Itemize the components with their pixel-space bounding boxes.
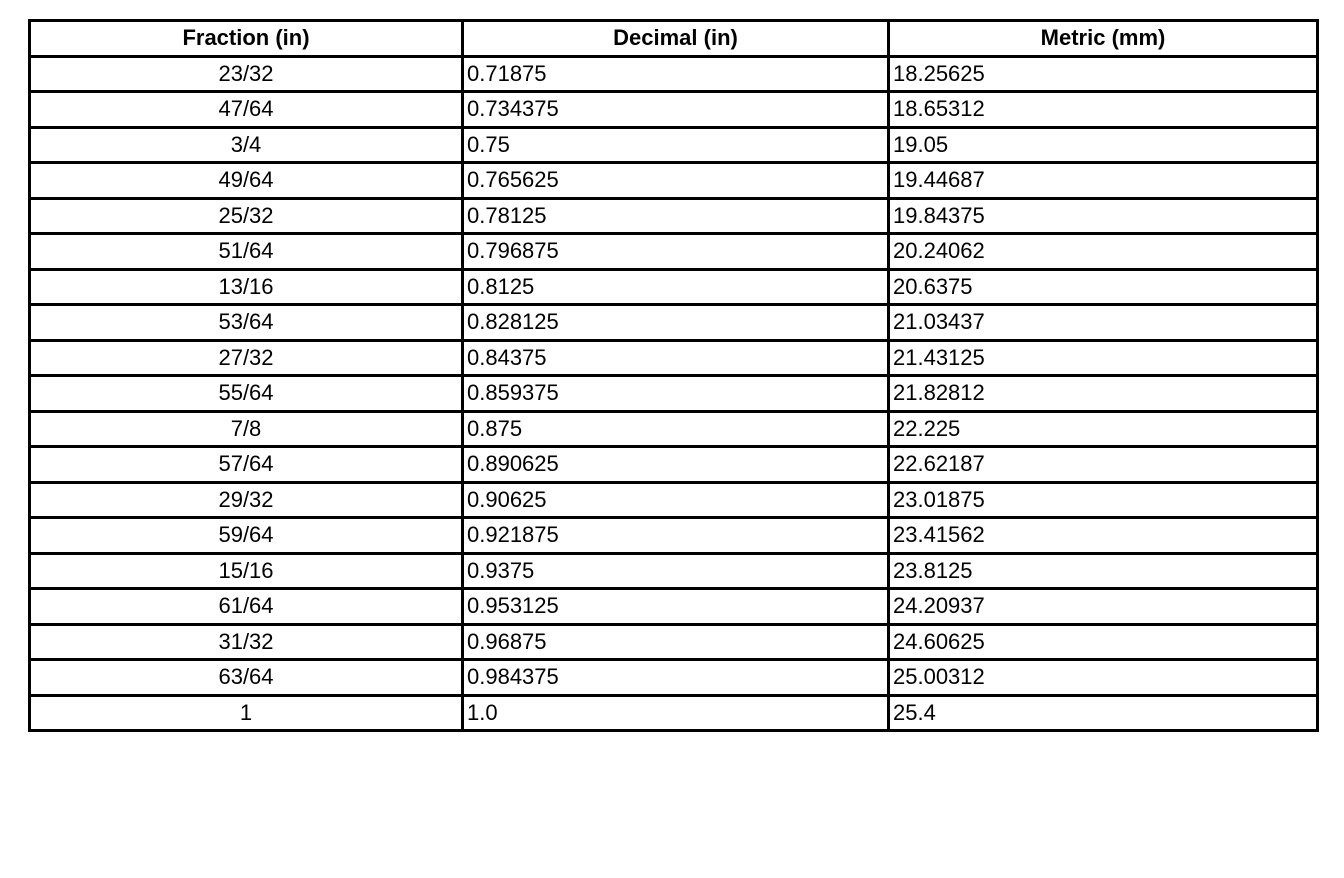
cell-metric: 19.84375: [889, 198, 1318, 234]
table-row: [30, 56, 1318, 92]
table-row: [30, 695, 1318, 731]
header-row: [30, 21, 1318, 57]
cell-fraction: 61/64: [30, 589, 463, 625]
cell-metric: 21.82812: [889, 376, 1318, 412]
cell-decimal: 0.71875: [463, 56, 889, 92]
cell-metric: 21.43125: [889, 340, 1318, 376]
cell-fraction: 63/64: [30, 660, 463, 696]
cell-fraction: 1: [30, 695, 463, 731]
cell-metric: 24.20937: [889, 589, 1318, 625]
cell-metric: 23.41562: [889, 518, 1318, 554]
table-row: [30, 660, 1318, 696]
table-row: [30, 198, 1318, 234]
header-metric: Metric (mm): [889, 21, 1318, 57]
cell-decimal: 0.8125: [463, 269, 889, 305]
cell-fraction: 7/8: [30, 411, 463, 447]
cell-fraction: 49/64: [30, 163, 463, 199]
cell-metric: 24.60625: [889, 624, 1318, 660]
cell-metric: 25.4: [889, 695, 1318, 731]
cell-decimal: 1.0: [463, 695, 889, 731]
table-body: [30, 56, 1318, 731]
cell-decimal: 0.78125: [463, 198, 889, 234]
table-row: [30, 376, 1318, 412]
cell-fraction: 15/16: [30, 553, 463, 589]
table-row: [30, 127, 1318, 163]
cell-metric: 18.25625: [889, 56, 1318, 92]
table-row: [30, 518, 1318, 554]
cell-fraction: 57/64: [30, 447, 463, 483]
cell-fraction: 55/64: [30, 376, 463, 412]
cell-metric: 25.00312: [889, 660, 1318, 696]
cell-metric: 23.8125: [889, 553, 1318, 589]
cell-metric: 19.05: [889, 127, 1318, 163]
cell-metric: 19.44687: [889, 163, 1318, 199]
table-row: [30, 447, 1318, 483]
cell-decimal: 0.765625: [463, 163, 889, 199]
cell-fraction: 13/16: [30, 269, 463, 305]
conversion-table: [28, 19, 1319, 732]
table-row: [30, 269, 1318, 305]
cell-decimal: 0.953125: [463, 589, 889, 625]
cell-fraction: 53/64: [30, 305, 463, 341]
table-row: [30, 163, 1318, 199]
table-row: [30, 340, 1318, 376]
cell-decimal: 0.90625: [463, 482, 889, 518]
table-row: [30, 92, 1318, 128]
header-decimal: Decimal (in): [463, 21, 889, 57]
table-row: [30, 589, 1318, 625]
header-fraction: Fraction (in): [30, 21, 463, 57]
cell-decimal: 0.96875: [463, 624, 889, 660]
cell-decimal: 0.875: [463, 411, 889, 447]
cell-decimal: 0.9375: [463, 553, 889, 589]
cell-metric: 20.6375: [889, 269, 1318, 305]
cell-fraction: 31/32: [30, 624, 463, 660]
cell-fraction: 59/64: [30, 518, 463, 554]
table-row: [30, 624, 1318, 660]
cell-fraction: 27/32: [30, 340, 463, 376]
cell-metric: 22.225: [889, 411, 1318, 447]
cell-decimal: 0.984375: [463, 660, 889, 696]
table-row: [30, 234, 1318, 270]
cell-fraction: 23/32: [30, 56, 463, 92]
table-row: [30, 305, 1318, 341]
cell-decimal: 0.84375: [463, 340, 889, 376]
cell-fraction: 47/64: [30, 92, 463, 128]
table-row: [30, 482, 1318, 518]
table-row: [30, 553, 1318, 589]
cell-decimal: 0.828125: [463, 305, 889, 341]
cell-metric: 18.65312: [889, 92, 1318, 128]
cell-decimal: 0.890625: [463, 447, 889, 483]
cell-decimal: 0.734375: [463, 92, 889, 128]
cell-metric: 20.24062: [889, 234, 1318, 270]
cell-fraction: 29/32: [30, 482, 463, 518]
cell-decimal: 0.75: [463, 127, 889, 163]
cell-decimal: 0.796875: [463, 234, 889, 270]
cell-fraction: 25/32: [30, 198, 463, 234]
cell-metric: 21.03437: [889, 305, 1318, 341]
cell-decimal: 0.859375: [463, 376, 889, 412]
cell-decimal: 0.921875: [463, 518, 889, 554]
cell-metric: 22.62187: [889, 447, 1318, 483]
cell-fraction: 51/64: [30, 234, 463, 270]
cell-fraction: 3/4: [30, 127, 463, 163]
table-row: [30, 411, 1318, 447]
cell-metric: 23.01875: [889, 482, 1318, 518]
